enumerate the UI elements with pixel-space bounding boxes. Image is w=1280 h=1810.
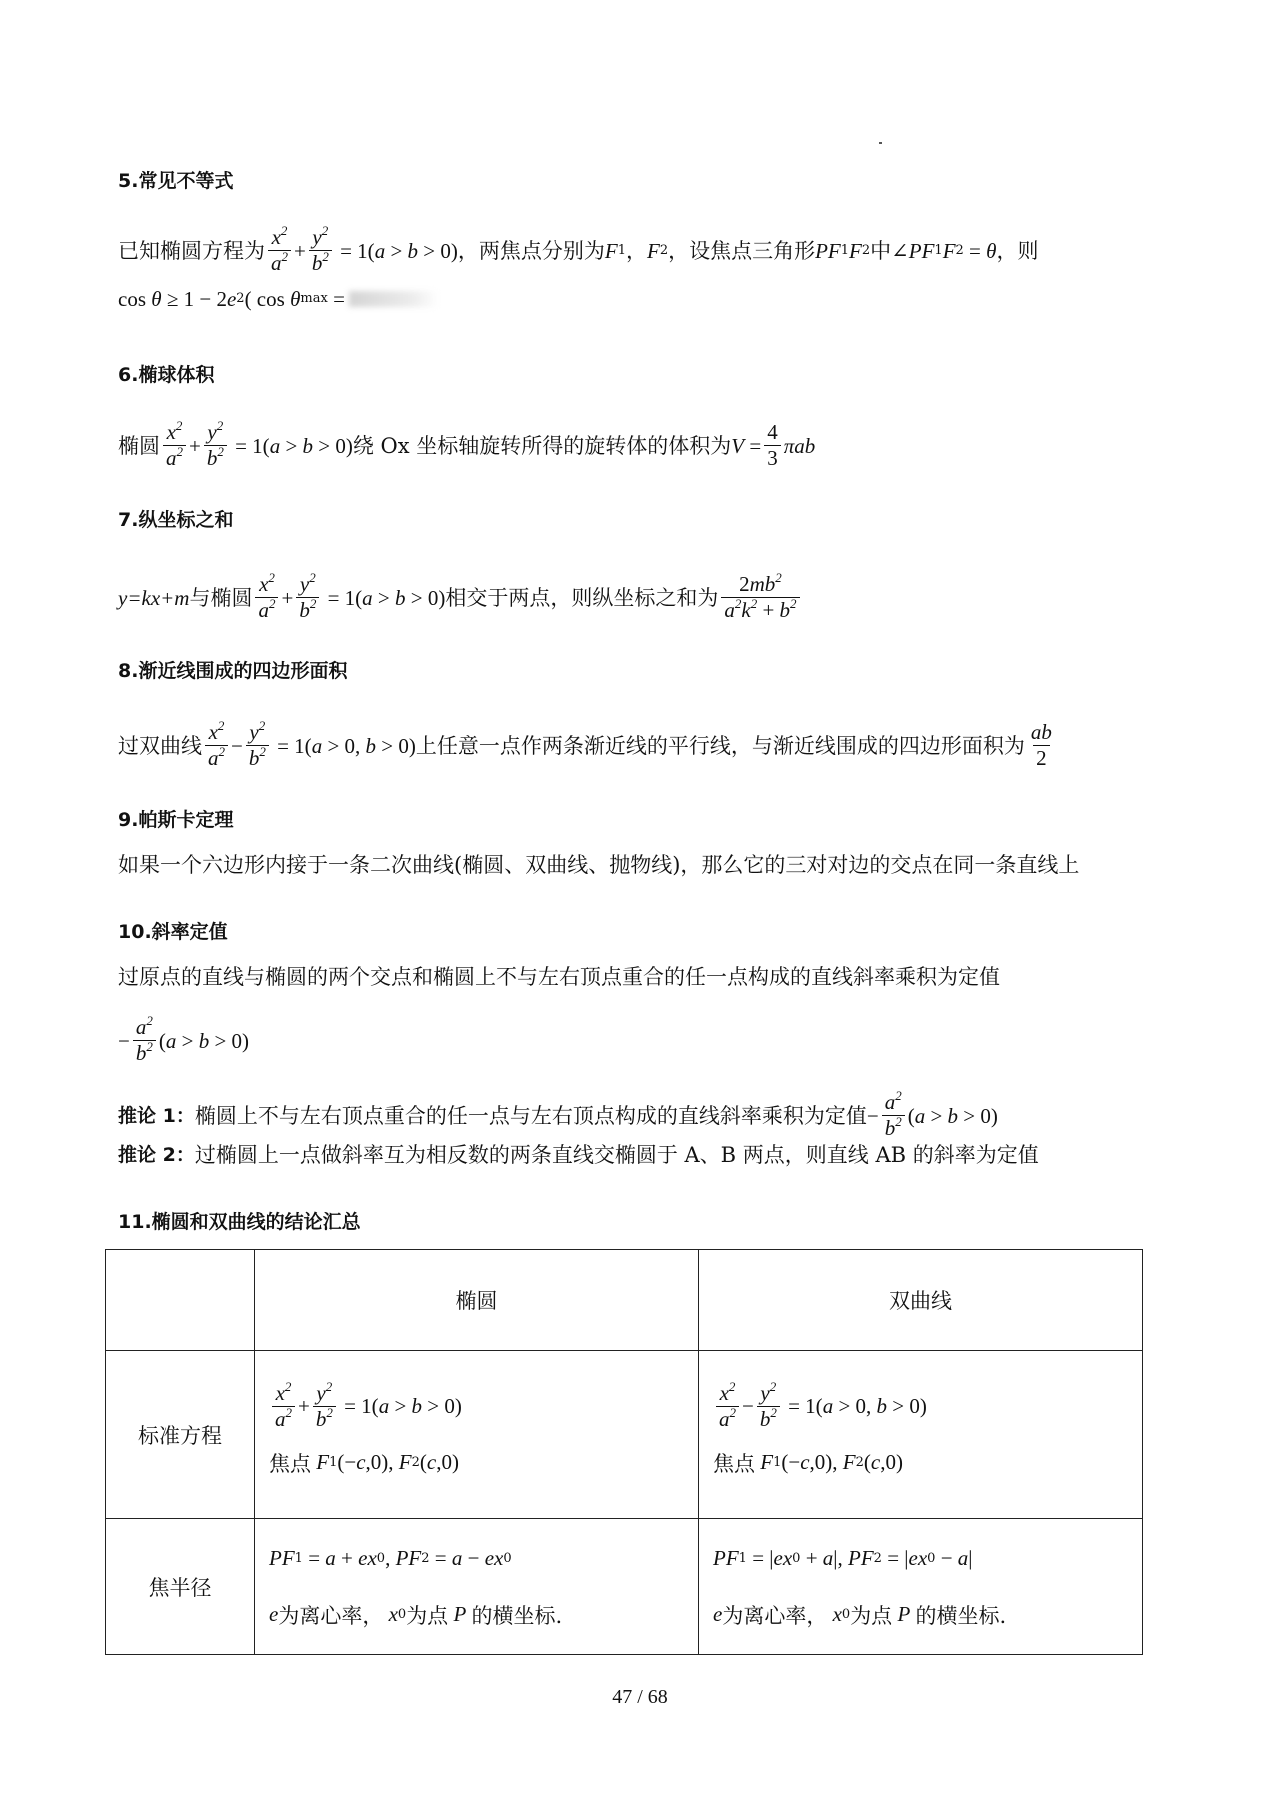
corollary-1: 推论 1： 椭圆上不与左右顶点重合的任一点与左右顶点构成的直线斜率乘积为定值 − $\frac{a^2}{b^2}$ ( a > b > 0) [118,1088,998,1140]
text: 与椭圆 [189,585,253,610]
header-ellipse [255,1250,698,1350]
s9-body: 如果一个六边形内接于一条二次曲线(椭圆、双曲线、抛物线)，那么它的三对对边的交点在同一条直线上 [118,853,1080,877]
heading-6: 6.椭球体积 [118,364,215,386]
fraction: $\frac{a^2}{b^2}$ [133,1015,156,1066]
ellipse-note: e 为离心率， x 0 为点 P 的横坐标. [269,1587,689,1643]
hyperbola-focal-radius: PF 1 = | ex 0 + a |, PF 2 = | ex 0 − a | [713,1546,973,1570]
hyperbola-equation: $\frac{x^2}{a^2}$ − $\frac{y^2}{b^2}$ = 1( a > 0, b > 0) [713,1379,1133,1435]
text: 椭圆 [455,1289,498,1313]
fraction: $\frac{x^2}{a^2}$ [255,572,278,623]
s8-line: 过双曲线 $\frac{x^2}{a^2}$ − $\frac{y^2}{b^2}$ = 1( a > 0, b > 0) 上任意一点作两条渐近线的平行线，与渐近线围成的四边形面积为 $\frac{ab}{2}$ [118,720,1170,771]
ellipse-focal-radius: PF 1 = a + ex 0 , PF 2 = a − ex 0 [269,1546,512,1570]
text: ，两焦点分别为 [457,238,605,263]
text: 中 [870,238,892,263]
corollary-2 [118,1140,1170,1170]
fraction: $\frac{y^2}{b^2}$ [246,720,269,771]
text: 相交于两点，则纵坐标之和为 [445,585,719,610]
fraction: $\frac{x^2}{a^2}$ [272,1381,295,1432]
fraction: $\frac{y^2}{b^2}$ [313,1381,336,1432]
text: 为点 [406,1603,449,1628]
text: 椭圆 [118,433,160,458]
heading-9: 9.帕斯卡定理 [118,809,234,831]
hyperbola-focal-radius-cell [713,1519,1133,1654]
hyperbola-equation-cell [713,1351,1133,1518]
text: ，则 [996,238,1039,263]
ellipse-equation: $\frac{x^2}{a^2}$ + $\frac{y^2}{b^2}$ = 1( a > b > 0) [269,1379,689,1435]
text: 的横坐标. [471,1603,563,1628]
text: 焦点 [713,1451,755,1476]
heading-11: 11.椭圆和双曲线的结论汇总 [118,1211,361,1233]
s7-line: y=kx+m 与椭圆 $\frac{x^2}{a^2}$ + $\frac{y^2}{b^2}$ = 1( a > b > 0) 相交于两点，则纵坐标之和为 $\frac{2mb^2}{a^2k^2 + b^2}$ [118,572,1170,623]
fraction: $\frac{x^2}{a^2}$ [163,420,186,471]
fraction: $\frac{x^2}{a^2}$ [268,225,291,276]
text: y=kx+m [118,585,190,610]
s5-line-2: cos θ ≥ 1 − 2 e 2 ( cos θ max = [118,284,1170,314]
text: 已知椭圆方程为 [118,238,265,263]
summary-table [105,1249,1143,1655]
hyperbola-foci: 焦点 F 1 (− c ,0), F 2 ( c ,0) [713,1435,1133,1491]
fraction: $\frac{a^2}{b^2}$ [882,1090,905,1141]
row-label-standard-equation [106,1351,254,1518]
ellipse-foci: 焦点 F 1 (− c ,0), F 2 ( c ,0) [269,1435,689,1491]
s10-body: 过原点的直线与椭圆的两个交点和椭圆上不与左右顶点重合的任一点构成的直线斜率乘积为定值 [118,965,1000,989]
page-number: 47 / 68 [612,1686,668,1708]
heading-10: 10.斜率定值 [118,921,228,943]
label: 推论 1： [118,1104,195,1127]
ellipse-equation-cell [269,1351,689,1518]
heading-7: 7.纵坐标之和 [118,509,234,531]
fraction: $\frac{y^2}{b^2}$ [296,572,319,623]
scan-speck [879,142,882,144]
header-hyperbola [699,1250,1142,1350]
text: 为离心率， [722,1603,828,1628]
s6-line: 椭圆 $\frac{x^2}{a^2}$ + $\frac{y^2}{b^2}$ = 1( a > b > 0) 绕 Ox 坐标轴旋转所得的旋转体的体积为 V = $\frac{4}{3}$ πab [118,418,816,470]
fraction: $\frac{4}{3}$ [764,420,781,471]
ellipse-focal-radius-cell [269,1519,689,1654]
text: 焦半径 [148,1575,212,1600]
label: 推论 2： [118,1144,195,1166]
row-label-focal-radius [106,1519,254,1654]
text: 上任意一点作两条渐近线的平行线，与渐近线围成的四边形面积为 [415,733,1025,758]
fraction: $\frac{ab}{2}$ [1030,720,1052,770]
text: ( cos [244,287,285,311]
text: 过双曲线 [118,733,202,758]
text: 标准方程 [138,1423,222,1448]
hyperbola-note: e 为离心率， x 0 为点 P 的横坐标. [713,1587,1133,1643]
text: 绕 Ox 坐标轴旋转所得的旋转体的体积为 [352,433,732,458]
fraction: $\frac{y^2}{b^2}$ [757,1381,780,1432]
heading-5: 5.常见不等式 [118,170,234,192]
blurred-region [349,291,439,307]
s5-line-1: 已知椭圆方程为 $\frac{x^2}{a^2}$ + $\frac{y^2}{b^2}$ = 1( a > b > 0) ，两焦点分别为 F 1 ， F 2 ，设焦点三角形 PF 1 F 2 中 ∠ PF 1 F 2 = θ ，则 [118,223,1039,275]
text: 双曲线 [889,1289,952,1313]
heading-8: 8.渐近线围成的四边形面积 [118,660,348,682]
fraction: $\frac{y^2}{b^2}$ [204,420,227,471]
s10-formula: − $\frac{a^2}{b^2}$ ( a > b > 0) [118,1013,250,1065]
fraction: $\frac{x^2}{a^2}$ [205,720,228,771]
text: 焦点 [269,1451,311,1476]
text: 椭圆上不与左右顶点重合的任一点与左右顶点构成的直线斜率乘积为定值 [194,1103,867,1128]
text: 的横坐标. [915,1603,1007,1628]
fraction: $\frac{2mb^2}{a^2k^2 + b^2}$ [721,572,799,623]
text: ，设焦点三角形 [668,238,816,263]
fraction: $\frac{y^2}{b^2}$ [309,225,332,276]
text: 过椭圆上一点做斜率互为相反数的两条直线交椭圆于 A、B 两点，则直线 AB 的斜率为定值 [194,1143,1039,1167]
text: 为点 [850,1603,893,1628]
text: 为离心率， [278,1603,384,1628]
fraction: $\frac{x^2}{a^2}$ [716,1381,739,1432]
